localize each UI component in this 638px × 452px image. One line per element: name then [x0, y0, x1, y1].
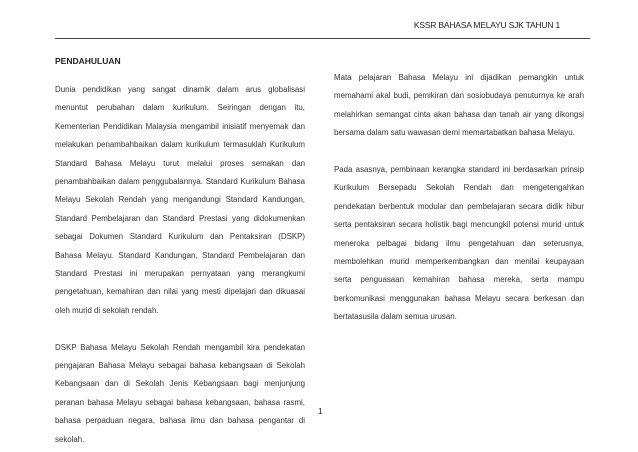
- page-number: 1: [318, 406, 323, 416]
- paragraph: Mata pelajaran Bahasa Melayu ini dijadikan pemangkin untuk memahami akal budi, pemikiran dan sosiobudaya penuturnya ke arah melahirkan semangat cinta akan bahasa dan tanah air yang dikongsi bersama dalam satu wawasan demi memartabatkan bahasa Melayu.: [334, 73, 584, 138]
- right-column: [334, 69, 584, 327]
- left-column: [55, 81, 305, 449]
- section-heading: PENDAHULUAN: [55, 56, 121, 66]
- paragraph: Dunia pendidikan yang sangat dinamik dalam arus globalisasi menuntut perubahan dalam kurikulum. Seiringan dengan itu, Kementerian Pendidikan Malaysia mengambil inisiatif menyemak dan melakukan penambahbaikan dalam kurikulum termasuklah Kurikulum Standard Bahasa Melayu turut melalui proses semakan dan penambahbaikan dalam penggubalannya. Standard Kurikulum Bahasa Melayu Sekolah Rendah yang mengandungi Standard Kandungan, Standard Pembelajaran dan Standard Prestasi yang didokumenkan sebagai Dokumen Standard Kurikulum dan Pentaksiran (DSKP) Bahasa Melayu. Standard Kandungan, Standard Pembelajaran dan Standard Prestasi ini merupakan pernyataan yang merangkumi pengetahuan, kemahiran dan nilai yang mesti dipelajari dan dikuasai oleh murid di sekolah rendah.: [55, 85, 305, 315]
- paragraph: Pada asasnya, pembinaan kerangka standard ini berdasarkan prinsip Kurikulum Bersepadu Sekolah Rendah dan mengetengahkan pendekatan berbentuk modular dan pembelajaran secara didik hibur serta pentaksiran secara holistik bagi mencungkil potensi murid untuk meneroka pelbagai bidang ilmu pengetahuan dan seterusnya, membolehkan murid memperkembangkan dan menilai keupayaan serta penguasaan kemahiran bahasa mereka, serta mampu berkomunikasi menggunakan bahasa Melayu secara berkesan dan bertatasusila dalam semua urusan.: [334, 165, 584, 322]
- paragraph: DSKP Bahasa Melayu Sekolah Rendah mengambil kira pendekatan pengajaran Bahasa Melayu sebagai bahasa kebangsaan di Sekolah Kebangsaan dan di Sekolah Jenis Kebangsaan bagi menjunjung peranan bahasa Melayu sebagai bahasa kebangsaan, bahasa rasmi, bahasa perpaduan negara, bahasa ilmu dan bahasa pengantar di sekolah.: [55, 342, 305, 444]
- header-rule: [55, 38, 590, 39]
- running-header: KSSR BAHASA MELAYU SJK TAHUN 1: [413, 20, 560, 30]
